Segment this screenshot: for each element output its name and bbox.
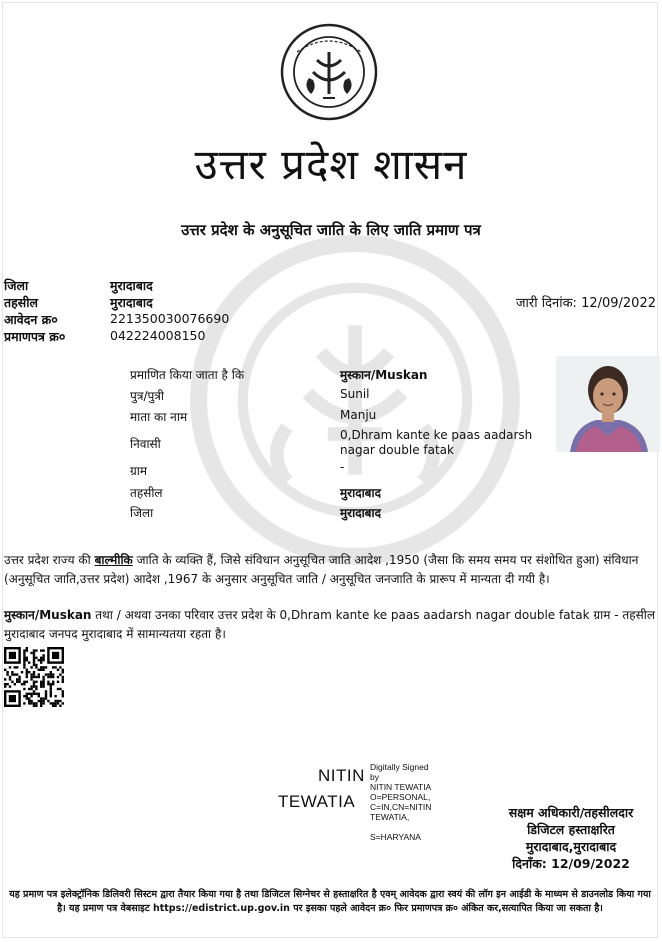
father-name: Sunil (340, 387, 370, 401)
village-label: ग्राम (130, 464, 148, 478)
authority-date: दिनाँक: 12/09/2022 (512, 856, 630, 871)
up-govt-emblem-icon (279, 22, 379, 122)
signature-line: O=PERSONAL, (370, 792, 431, 802)
paragraph2-text: तथा / अथवा उनका परिवार उत्तर प्रदेश के 0,Dhram kante ke paas aadarsh nagar double fatak ग्राम - तहसील मुरादाबाद जनपद मुरादाबाद में सामान्यतया रहता है। (4, 608, 655, 641)
resident-address-line1: 0,Dhram kante ke paas aadarsh (340, 428, 533, 442)
issuing-authority (486, 804, 656, 872)
resident-address-line2: nagar double fatak (340, 443, 454, 457)
detail-district-label: जिला (130, 506, 154, 520)
certified-label: प्रमाणित किया जाता है कि (130, 368, 245, 382)
paragraph1-part1: उत्तर प्रदेश राज्य की (4, 553, 95, 567)
mother-label: माता का नाम (130, 410, 188, 424)
qr-code-icon (4, 632, 64, 722)
detail-tehsil-label: तहसील (130, 486, 163, 500)
paragraph1-part2: जाति के व्यक्ति हैं, जिसे संविधान अनुसूचित जाति आदेश ,1950 (जैसा कि समय समय पर संशोधित हुआ) संविधान (अनुसूचित जाति,उत्तर प्रदेश) आदेश ,1967 के अनुसार अनुसूचित जाति / अनुसूचित जनजाति के प्रारूप में मान्यता दी गयी है। (4, 553, 639, 586)
signature-line: NITIN TEWATIA (370, 782, 432, 792)
district-label: जिला (4, 278, 29, 293)
mother-name: Manju (340, 408, 377, 422)
applicant-photo (556, 356, 660, 452)
caste-declaration-paragraph (4, 551, 656, 589)
page-title: उत्तर प्रदेश शासन (194, 140, 468, 189)
signature-line: Digitally Signed by (370, 762, 429, 782)
son-daughter-label: पुत्र/पुत्री (130, 389, 165, 403)
district-value: मुरादाबाद (110, 278, 153, 293)
authority-digital-signed: डिजिटल हस्ताक्षरित (527, 822, 615, 837)
tehsil-value: मुरादाबाद (110, 295, 153, 310)
signer-name-line2: TEWATIA (278, 792, 356, 811)
signature-details (370, 762, 431, 842)
application-number-value: 221350030076690 (110, 311, 230, 326)
signature-line: TEWATIA, (370, 812, 410, 822)
residence-paragraph (4, 606, 656, 644)
resident-label: निवासी (130, 437, 161, 451)
village-value: - (340, 460, 345, 474)
application-number-label: आवेदन क्र० (4, 312, 58, 327)
authority-location: मुरादाबाद,मुरादाबाद (525, 839, 617, 854)
authority-designation: सक्षम अधिकारी/तहसीलदार (508, 805, 634, 820)
paragraph2-name: मुस्कान/Muskan (4, 608, 92, 622)
certificate-subtitle: उत्तर प्रदेश के अनुसूचित जाति के लिए जाति प्रमाण पत्र (181, 221, 481, 239)
caste-name: बाल्मीकि (94, 553, 133, 567)
certificate-number-value: 042224008150 (110, 328, 206, 343)
certified-name: मुस्कान/Muskan (340, 368, 428, 382)
detail-district-value: मुरादाबाद (340, 506, 382, 520)
detail-tehsil-value: मुरादाबाद (340, 486, 382, 500)
certificate-number-label: प्रमाणपत्र क्र० (4, 329, 66, 344)
signer-name-line1: NITIN (318, 766, 365, 785)
signature-line (370, 822, 431, 832)
footer-note: यह प्रमाण पत्र इलेक्ट्रॉनिक डिलिवरी सिस्टम द्वारा तैयार किया गया है तथा डिजिटल सिग्नेचर से हस्ताक्षरित है एवम् आवेदक द्वारा स्वयं की लॉग इन आईडी के माध्यम से डाउनलोड किया गया है। यह प्रमाण पत्र वेबसाइट https://edistrict.up.gov.in पर इसका पहले आवेदन क्र० फिर प्रमाणपत्र क्र० अंकित कर,सत्यापित किया जा सकता है। (9, 889, 651, 914)
signature-line: S=HARYANA (370, 832, 421, 842)
signature-line: C=IN,CN=NITIN (370, 802, 432, 812)
issue-date: जारी दिनांक: 12/09/2022 (515, 296, 656, 311)
tehsil-label: तहसील (4, 295, 38, 310)
